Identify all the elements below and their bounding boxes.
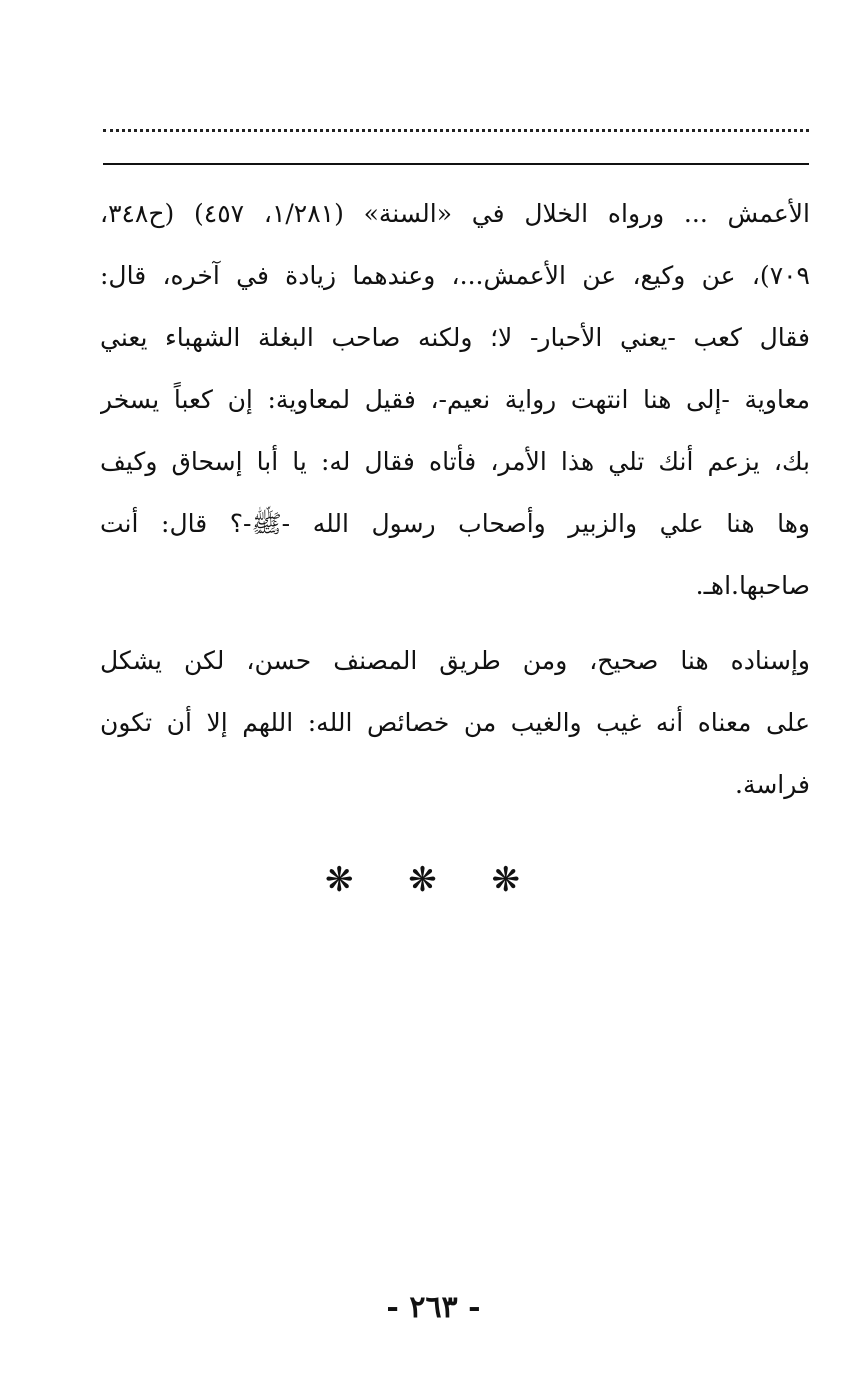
footnote-line: بك، يزعم أنك تلي هذا الأمر، فأتاه فقال له: يا أبا إسحاق وكيف [100, 447, 810, 476]
body-line: وإسناده هنا صحيح، ومن طريق المصنف حسن، لكن يشكل [100, 646, 810, 675]
footnote-text [100, 183, 810, 617]
body-line: فراسة. [735, 770, 810, 799]
footnote-line: الأعمش ... ورواه الخلال في «السنة» (١/٢٨١، ٤٥٧) (ح٣٤٨، [100, 199, 810, 228]
body-paragraph [100, 630, 810, 816]
section-separator-stars: ❋ ❋ ❋ [324, 860, 543, 900]
page-number: - ٢٦٣ - [386, 1290, 481, 1325]
footnote-line: فقال كعب -يعني الأحبار- لا؛ ولكنه صاحب البغلة الشهباء يعني [100, 323, 810, 352]
footnote-line: ٧٠٩)، عن وكيع، عن الأعمش...، وعندهما زيادة في آخره، قال: [100, 261, 810, 290]
dotted-separator [103, 112, 809, 132]
footnote-rule [103, 163, 809, 165]
body-line: على معناه أنه غيب والغيب من خصائص الله: اللهم إلا أن تكون [100, 708, 810, 737]
footnote-line: وها هنا علي والزبير وأصحاب رسول الله -ﷺ-؟ قال: أنت [100, 509, 810, 538]
footnote-line: صاحبها.اهـ. [695, 571, 810, 600]
footnote-line: معاوية -إلى هنا انتهت رواية نعيم-، فقيل لمعاوية: إن كعباً يسخر [100, 385, 810, 414]
